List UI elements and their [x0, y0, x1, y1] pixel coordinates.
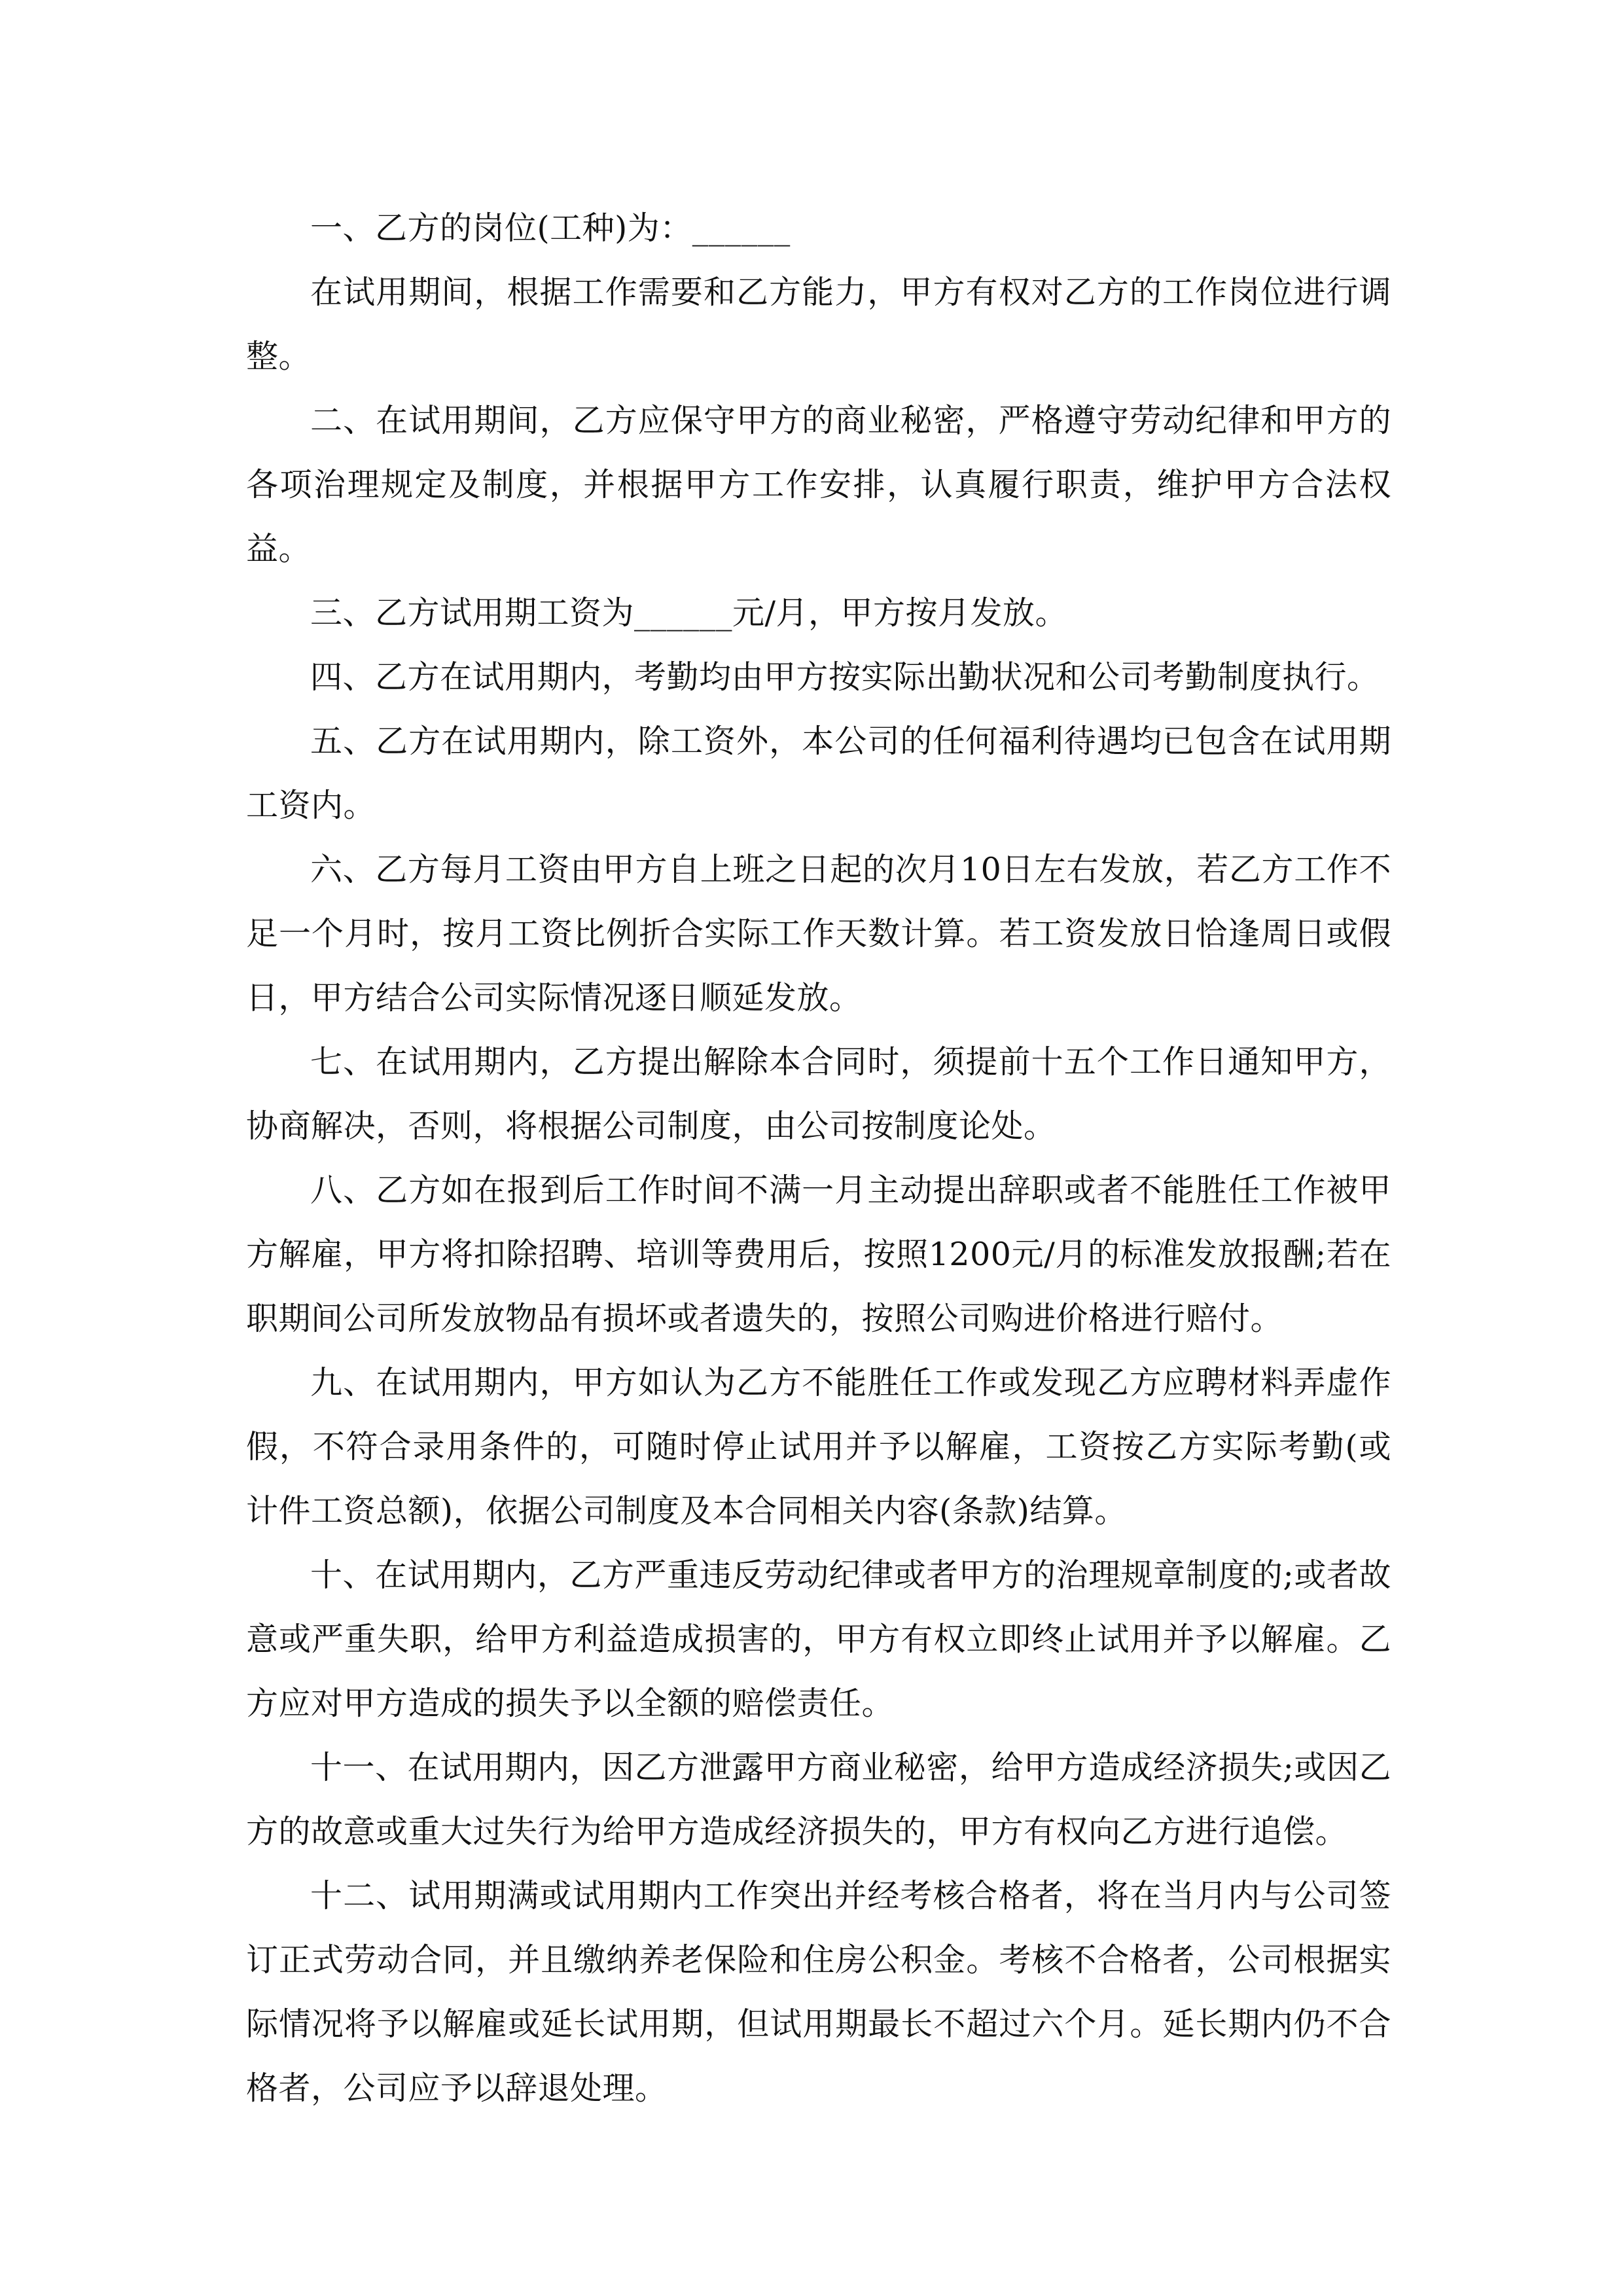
paragraph-attendance: 四、乙方在试用期内，考勤均由甲方按实际出勤状况和公司考勤制度执行。 — [310, 658, 1380, 696]
paragraph-confidentiality: 二、在试用期间，乙方应保守甲方的商业秘密，严格遵守劳动纪律和甲方的各项治理规定及制度，并根据甲方工作安排，认真履行职责，维护甲方合法权益。 — [246, 402, 1391, 567]
paragraph-resignation-notice: 七、在试用期内，乙方提出解除本合同时，须提前十五个工作日通知甲方，协商解决，否则，将根据公司制度，由公司按制度论处。 — [246, 1043, 1391, 1145]
paragraph-early-departure: 八、乙方如在报到后工作时间不满一月主动提出辞职或者不能胜任工作被甲方解雇，甲方将扣除招聘、培训等费用后，按照1200元/月的标准发放报酬;若在职期间公司所发放物品有损坏或者遗失的，按照公司购进价格进行赔付。 — [246, 1172, 1391, 1337]
paragraph-position-adjustment: 在试用期间，根据工作需要和乙方能力，甲方有权对乙方的工作岗位进行调整。 — [246, 274, 1391, 375]
paragraph-trade-secrets: 十一、在试用期内，因乙方泄露甲方商业秘密，给甲方造成经济损失;或因乙方的故意或重大过失行为给甲方造成经济损失的，甲方有权向乙方进行追偿。 — [246, 1749, 1391, 1850]
document-body — [246, 196, 1391, 2121]
paragraph-probation-salary: 三、乙方试用期工资为______元/月，甲方按月发放。 — [310, 594, 1068, 632]
paragraph-benefits: 五、乙方在试用期内，除工资外，本公司的任何福利待遇均已包含在试用期工资内。 — [246, 723, 1391, 824]
paragraph-formal-contract: 十二、试用期满或试用期内工作突出并经考核合格者，将在当月内与公司签订正式劳动合同，并且缴纳养老保险和住房公积金。考核不合格者，公司根据实际情况将予以解雇或延长试用期，但试用期最长不超过六个月。延长期内仍不合格者，公司应予以辞退处理。 — [246, 1877, 1391, 2107]
paragraph-position: 一、乙方的岗位(工种)为：______ — [310, 209, 791, 247]
paragraph-payment-date: 六、乙方每月工资由甲方自上班之日起的次月10日左右发放，若乙方工作不足一个月时，按月工资比例折合实际工作天数计算。若工资发放日恰逢周日或假日，甲方结合公司实际情况逐日顺延发放。 — [246, 851, 1391, 1016]
paragraph-discipline-violation: 十、在试用期内，乙方严重违反劳动纪律或者甲方的治理规章制度的;或者故意或严重失职，给甲方利益造成损害的，甲方有权立即终止试用并予以解雇。乙方应对甲方造成的损失予以全额的赔偿责任。 — [246, 1556, 1391, 1722]
paragraph-termination-unqualified: 九、在试用期内，甲方如认为乙方不能胜任工作或发现乙方应聘材料弄虚作假，不符合录用条件的，可随时停止试用并予以解雇，工资按乙方实际考勤(或计件工资总额)，依据公司制度及本合同相关内容(条款)结算。 — [246, 1364, 1391, 1530]
